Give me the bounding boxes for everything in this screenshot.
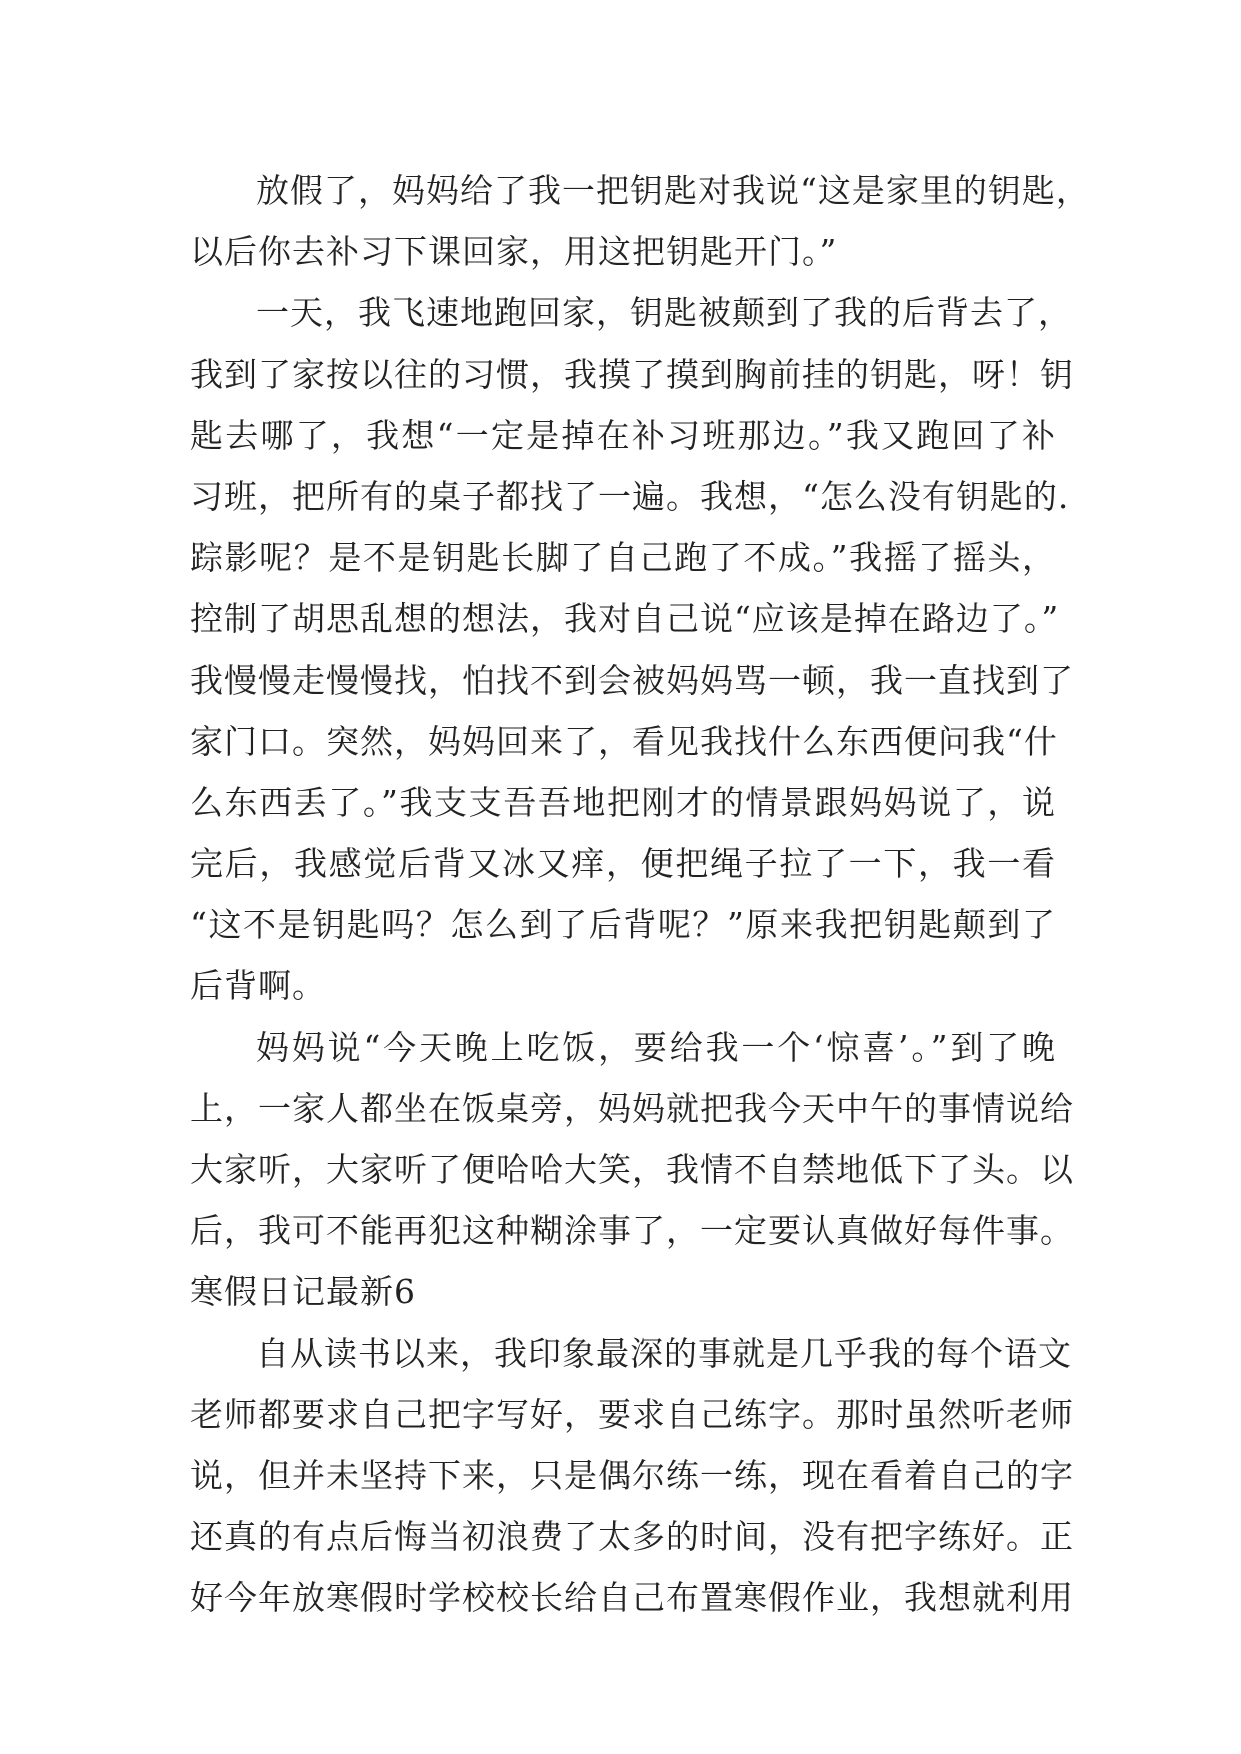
text-line: “这不是钥匙吗？怎么到了后背呢？”原来我把钥匙颠到了 [190, 905, 1056, 945]
text-line: 家门口。突然，妈妈回来了，看见我找什么东西便问我“什 [190, 721, 1058, 761]
text-line: 以后你去补习下课回家，用这把钥匙开门。” [190, 232, 838, 272]
text-line: 上，一家人都坐在饭桌旁，妈妈就把我今天中午的事情说给 [190, 1088, 1074, 1128]
text-line: 匙去哪了，我想“一定是掉在补习班那边。”我又跑回了补 [190, 415, 1056, 455]
text-line: 一天，我飞速地跑回家，钥匙被颠到了我的后背去了， [256, 293, 1072, 333]
paragraph [190, 1017, 1074, 1262]
text-line: 还真的有点后悔当初浪费了太多的时间，没有把字练好。正 [190, 1517, 1074, 1557]
text-line: 踪影呢？是不是钥匙长脚了自己跑了不成。”我摇了摇头， [190, 538, 1056, 578]
text-line: 好今年放寒假时学校校长给自己布置寒假作业，我想就利用 [190, 1578, 1074, 1618]
text-line: 放假了，妈妈给了我一把钥匙对我说“这是家里的钥匙， [256, 171, 1090, 210]
document-body [190, 160, 1090, 1629]
text-line: 妈妈说“今天晚上吃饭，要给我一个‘惊喜’。”到了晚 [256, 1027, 1056, 1067]
text-line: 自从读书以来，我印象最深的事就是几乎我的每个语文 [256, 1333, 1072, 1373]
text-line: 后背啊。 [190, 966, 326, 1006]
text-line: 习班，把所有的桌子都找了一遍。我想，“怎么没有钥匙的. [190, 476, 1070, 516]
text-line: 说，但并未坚持下来，只是偶尔练一练，现在看着自己的字 [190, 1455, 1074, 1495]
text-line: 后，我可不能再犯这种糊涂事了，一定要认真做好每件事。 [190, 1211, 1074, 1251]
text-line: 我到了家按以往的习惯，我摸了摸到胸前挂的钥匙，呀！钥 [190, 354, 1074, 394]
text-line: 我慢慢走慢慢找，怕找不到会被妈妈骂一顿，我一直找到了 [190, 660, 1074, 700]
paragraph [190, 160, 1090, 282]
section-heading: 寒假日记最新6 [190, 1272, 416, 1312]
paragraph [190, 282, 1074, 1016]
text-line: 么东西丢了。”我支支吾吾地把刚才的情景跟妈妈说了，说 [190, 782, 1056, 822]
text-line: 完后，我感觉后背又冰又痒，便把绳子拉了一下，我一看 [190, 844, 1056, 884]
paragraph [190, 1323, 1074, 1629]
text-line: 控制了胡思乱想的想法，我对自己说“应该是掉在路边了。” [190, 599, 1060, 639]
text-line: 大家听，大家听了便哈哈大笑，我情不自禁地低下了头。以 [190, 1150, 1074, 1189]
text-line: 老师都要求自己把字写好，要求自己练字。那时虽然听老师 [190, 1394, 1074, 1434]
